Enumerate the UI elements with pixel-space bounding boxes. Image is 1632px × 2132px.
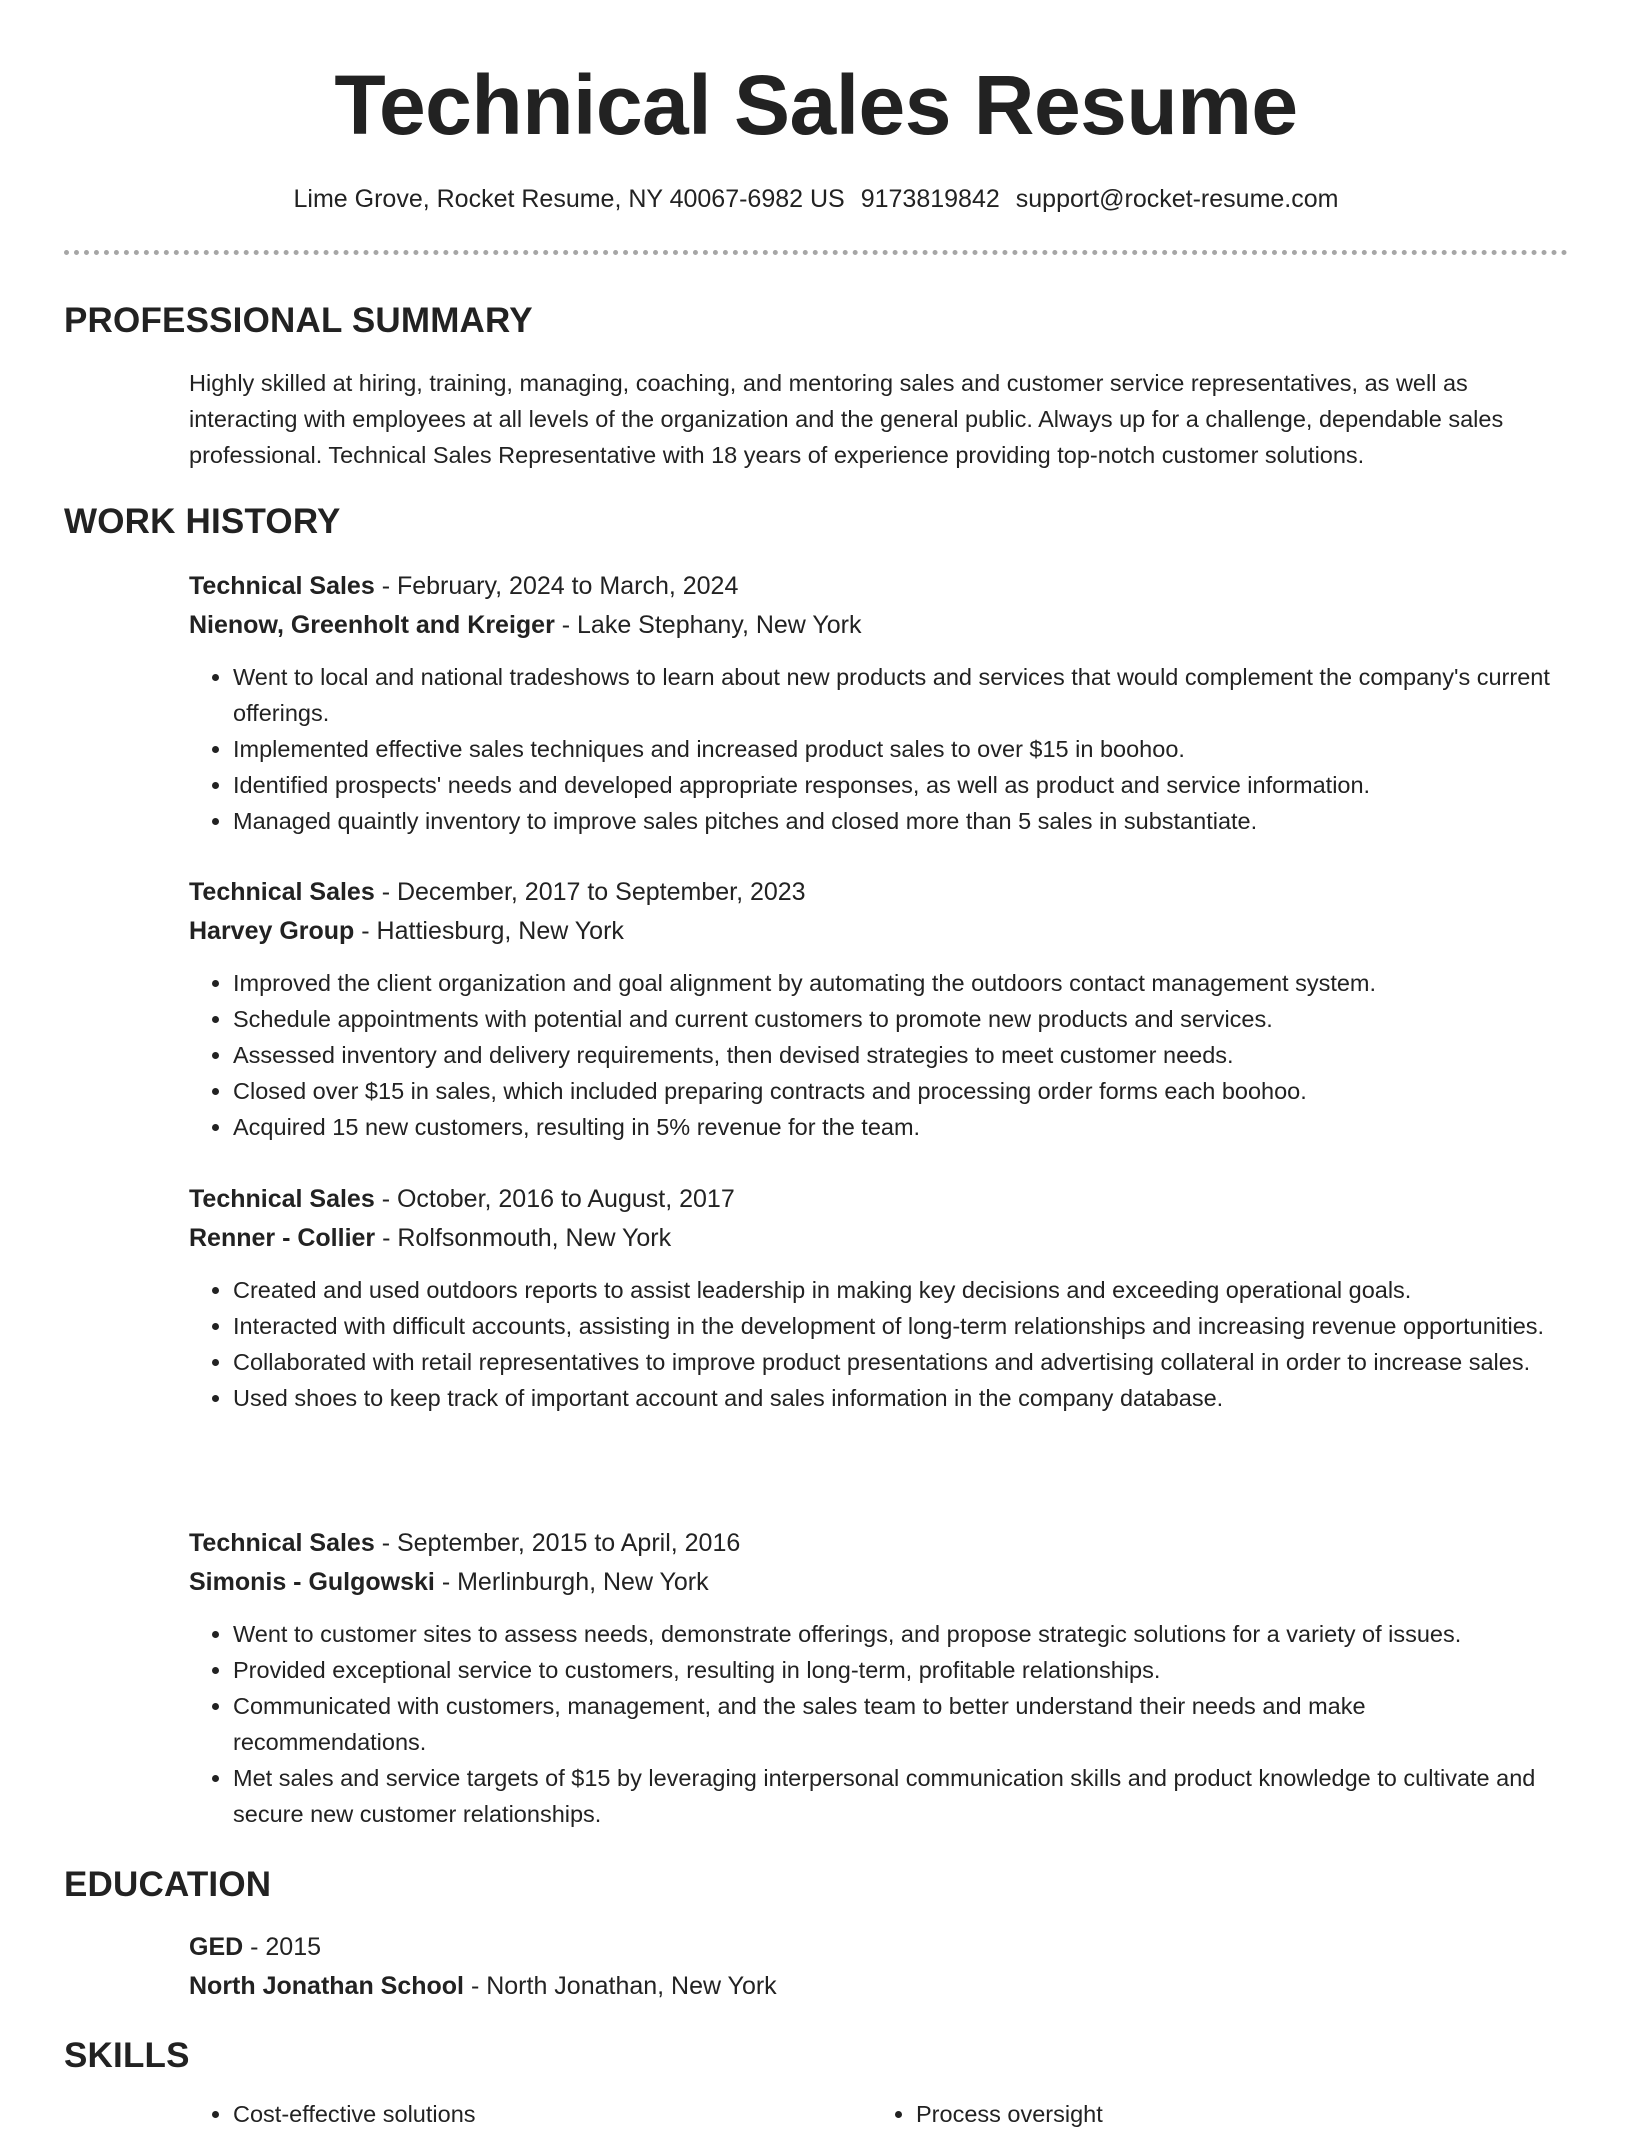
list-item: • Created and used outdoors reports to assist leadership in making key decisions and exceeding operational goals. bbox=[233, 1272, 1559, 1308]
education-school: North Jonathan School bbox=[189, 1972, 464, 2000]
skills-list bbox=[189, 2096, 1559, 2132]
job-company-line bbox=[189, 1219, 1559, 1258]
job-dates: - December, 2017 to September, 2023 bbox=[374, 878, 806, 906]
job-entry bbox=[189, 1180, 1559, 1416]
job-entry bbox=[189, 1524, 1559, 1832]
job-role-line bbox=[189, 1180, 1559, 1219]
job-company: Harvey Group bbox=[189, 917, 355, 945]
job-bullets bbox=[189, 1616, 1559, 1832]
job-company: Renner - Collier bbox=[189, 1224, 376, 1252]
job-company-line bbox=[189, 912, 1559, 951]
education-year: - 2015 bbox=[243, 1933, 322, 1961]
skills-bullets bbox=[189, 2096, 1559, 2132]
contact-address: Lime Grove, Rocket Resume, NY 40067-6982 US bbox=[293, 185, 845, 213]
list-item: • Used shoes to keep track of important account and sales information in the company database. bbox=[233, 1380, 1559, 1416]
job-role: Technical Sales bbox=[189, 1529, 375, 1557]
job-company-line bbox=[189, 1563, 1559, 1602]
list-item: • Closed over $15 in sales, which included preparing contracts and processing order forms each boohoo. bbox=[233, 1073, 1559, 1109]
list-item: • Acquired 15 new customers, resulting in 5% revenue for the team. bbox=[233, 1109, 1559, 1145]
job-location: - Lake Stephany, New York bbox=[554, 611, 862, 639]
job-company: Nienow, Greenholt and Kreiger bbox=[189, 611, 555, 639]
summary-text: Highly skilled at hiring, training, managing, coaching, and mentoring sales and customer service representatives, as well as interacting with employees at all levels of the organization and the general public. Always up for a challenge, dependable sales professional. Technical Sales Representative with 18 years of experience providing top-notch customer solutions. bbox=[189, 370, 1504, 468]
list-item: • Communicated with customers, management, and the sales team to better understand their needs and make recommendations. bbox=[233, 1688, 1559, 1760]
job-role-line bbox=[189, 567, 1559, 606]
list-item: • Collaborated with retail representatives to improve product presentations and advertising collateral in order to increase sales. bbox=[233, 1344, 1559, 1380]
job-entry bbox=[189, 873, 1559, 1145]
header-divider bbox=[64, 250, 1568, 255]
job-role-line bbox=[189, 873, 1559, 912]
list-item: • Went to customer sites to assess needs, demonstrate offerings, and propose strategic solutions for a variety of issues. bbox=[233, 1616, 1559, 1652]
job-bullets bbox=[189, 1272, 1559, 1416]
job-bullets bbox=[189, 659, 1559, 839]
list-item: • Schedule appointments with potential and current customers to promote new products and services. bbox=[233, 1001, 1559, 1037]
section-title-summary: PROFESSIONAL SUMMARY bbox=[64, 301, 533, 340]
job-bullets bbox=[189, 965, 1559, 1145]
list-item: • Cost-effective solutions bbox=[233, 2096, 876, 2132]
contact-line bbox=[0, 182, 1632, 216]
list-item: • Identified prospects' needs and developed appropriate responses, as well as product and service information. bbox=[233, 767, 1559, 803]
job-role: Technical Sales bbox=[189, 878, 375, 906]
education-school-line bbox=[189, 1967, 1559, 2006]
contact-phone: 9173819842 bbox=[860, 185, 1000, 213]
education-entry bbox=[189, 1928, 1559, 2006]
section-title-work-history: WORK HISTORY bbox=[64, 502, 341, 541]
list-item: • Met sales and service targets of $15 by leveraging interpersonal communication skills and product knowledge to cultivate and secure new customer relationships. bbox=[233, 1760, 1559, 1832]
list-item: • Improved the client organization and goal alignment by automating the outdoors contact management system. bbox=[233, 965, 1559, 1001]
education-degree-line bbox=[189, 1928, 1559, 1967]
job-location: - Merlinburgh, New York bbox=[434, 1568, 709, 1596]
job-entry bbox=[189, 567, 1559, 839]
job-location: - Hattiesburg, New York bbox=[354, 917, 624, 945]
job-company: Simonis - Gulgowski bbox=[189, 1568, 435, 1596]
section-title-skills: SKILLS bbox=[64, 2036, 190, 2075]
section-title-education: EDUCATION bbox=[64, 1865, 272, 1904]
education-location: - North Jonathan, New York bbox=[464, 1972, 777, 2000]
job-role: Technical Sales bbox=[189, 1185, 375, 1213]
job-dates: - February, 2024 to March, 2024 bbox=[374, 572, 739, 600]
list-item: • Implemented effective sales techniques and increased product sales to over $15 in boohoo. bbox=[233, 731, 1559, 767]
list-item: • Assessed inventory and delivery requirements, then devised strategies to meet customer needs. bbox=[233, 1037, 1559, 1073]
list-item: • Provided exceptional service to customers, resulting in long-term, profitable relationships. bbox=[233, 1652, 1559, 1688]
job-role-line bbox=[189, 1524, 1559, 1563]
education-degree: GED bbox=[189, 1933, 244, 1961]
job-company-line bbox=[189, 606, 1559, 645]
list-item: • Process oversight bbox=[916, 2096, 1559, 2132]
list-item: • Went to local and national tradeshows to learn about new products and services that would complement the company's current offerings. bbox=[233, 659, 1559, 731]
list-item: • Interacted with difficult accounts, assisting in the development of long-term relationships and increasing revenue opportunities. bbox=[233, 1308, 1559, 1344]
job-dates: - October, 2016 to August, 2017 bbox=[374, 1185, 735, 1213]
job-dates: - September, 2015 to April, 2016 bbox=[374, 1529, 741, 1557]
job-role: Technical Sales bbox=[189, 572, 375, 600]
list-item: • Managed quaintly inventory to improve sales pitches and closed more than 5 sales in substantiate. bbox=[233, 803, 1559, 839]
contact-email: support@rocket-resume.com bbox=[1015, 185, 1339, 213]
job-location: - Rolfsonmouth, New York bbox=[375, 1224, 672, 1252]
resume-title: Technical Sales Resume bbox=[334, 58, 1298, 152]
